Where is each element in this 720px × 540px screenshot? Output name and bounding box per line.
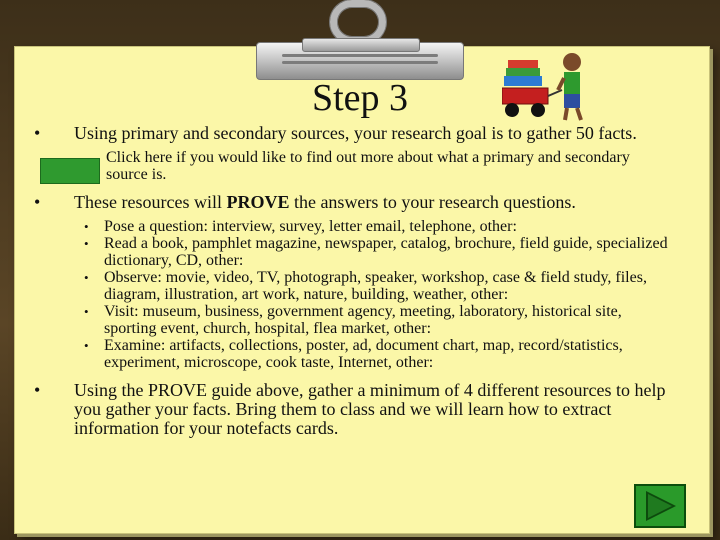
clip-grip-lines [282,50,438,70]
bullet-mark: • [34,192,41,212]
slide-content [30,124,670,444]
bullet-mark: • [84,236,89,251]
bullet-mark: • [34,380,41,400]
bullet-mark: • [84,304,89,319]
bullet-research-goal [30,124,670,143]
bullet-mark: • [84,338,89,353]
bullet-prove [30,193,670,212]
slide-title: Step 3 [311,77,409,119]
primary-source-button[interactable] [40,158,100,184]
prove-item-pose [30,218,670,235]
bullet-text: Using the PROVE guide above, gather a minimum of 4 different resources to help you gather your facts. Bring them to class and we will learn how to extract information for your notefacts cards. [74,380,666,438]
primary-source-link-text: Click here if you would like to find out more about what a primary and secondary source is. [106,149,630,183]
bullet-gather-resources [30,381,670,438]
prove-item-text: Observe: movie, video, TV, photograph, speaker, workshop, case & field study, files, diagram, illustration, art work, nature, building, weather, other: [104,269,647,303]
prove-item-examine [30,337,670,371]
bullet-mark: • [84,270,89,285]
play-next-icon [636,486,684,526]
primary-source-note [30,149,670,183]
prove-item-text: Visit: museum, business, government agency, meeting, laboratory, historical site, sporting event, church, hospital, flea market, other: [104,303,622,337]
prove-item-read [30,235,670,269]
prove-item-observe [30,269,670,303]
bullet-text: Using primary and secondary sources, your research goal is to gather 50 facts. [74,123,637,143]
prove-item-text: Read a book, pamphlet magazine, newspaper, catalog, brochure, field guide, specialized dictionary, CD, other: [104,235,668,269]
bullet-text: These resources will PROVE the answers to your research questions. [74,192,576,212]
prove-item-visit [30,303,670,337]
prove-list [30,218,670,371]
bullet-mark: • [34,123,41,143]
next-slide-button[interactable] [634,484,686,528]
bullet-mark: • [84,219,89,234]
prove-item-text: Examine: artifacts, collections, poster, ad, document chart, map, record/statistics, experiment, microscope, cook taste, Internet, other: [104,337,623,371]
prove-item-text: Pose a question: interview, survey, letter email, telephone, other: [104,218,517,235]
